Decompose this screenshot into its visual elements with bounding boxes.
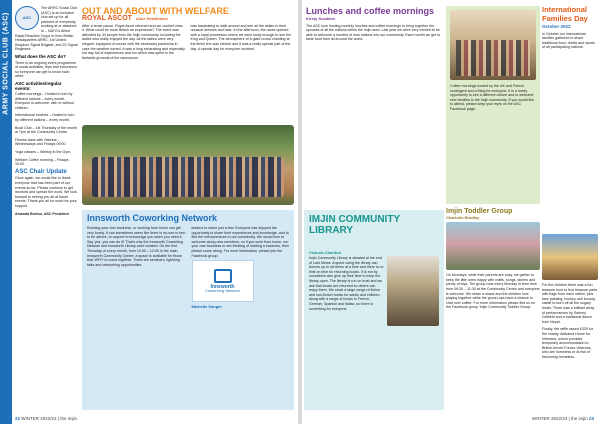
families-continued — [542, 232, 598, 363]
lunches-author: Kirsty Scadden — [306, 16, 336, 21]
innsworth-col-1: Running your own business, or working from home can get very lonely. It can sometimes seem like there is no-one to turn to for advice, or anyone to encourage you when you need it. Say 'yes, you can do it!' That's why the Innsworth Coworking Network and Innsworth Library were created. On the first Thursday of every month, from 10:00 – 12:00 in the main Innsworth Community Centre, a space is available for those that 'WFH' to come together. There are seminars, lightning talks and networking opportunities. — [87, 226, 186, 267]
welfare-col-2: was fascinating to walk around and see all the ladies in their unusual dresses and hats. In the afternoon, the races opened with a royal procession where we were lucky enough to see the King and Queen. The atmosphere of a giant crowd chanting at the finish line was electric and it was a really special part of the day. A special day for everyone involved. — [190, 23, 292, 51]
asc-heading-activities: ASC activities/regular events: — [15, 80, 62, 91]
coworking-logo — [192, 260, 254, 302]
lunch-photo — [450, 10, 536, 80]
page-number: 22 — [15, 416, 21, 421]
innsworth-body — [87, 226, 291, 310]
library-text: Imjin Community Library is situated at the end of Lark Mews. Anyone using the library can borrow up to six items at a time and there is no limit on time for returning books. It is run by volunteers who give up their time to keep the library open. The library is run on trust and we ask that books are returned so others can enjoy them. We stock a large range of fiction and non-fiction books for adults and children, along with a range of books in French, German, Spanish and Italian, so there is something for everyone. — [309, 256, 384, 311]
families-text-2: For the children there was a fun treasure hunt to find treasure parts with flags from each nation, plus face painting, hockey and bouncy castle to burn off all the sugary treats. There was a brilliant array of performances by Sammy Garfield and a traditional dance from Nepal. — [542, 283, 598, 324]
footer-left: 22 WINTER 2022/23 | the imjin — [15, 416, 77, 421]
lunches-article — [306, 6, 446, 45]
toddler-photo — [446, 222, 540, 270]
asc-para: Book Club – 1st Thursday of the month at 7pm at the Community Centre. — [15, 125, 78, 135]
page-number: 23 — [588, 416, 594, 421]
footer-right: WINTER 2022/23 | the imjin 23 — [532, 416, 594, 421]
innsworth-col-2: leaders to name just a few. Everyone has enjoyed the opportunity to share their experiences and knowledge, and to find the entrepreneurs in our community. We would love to welcome along new members, so if you work from home, run your own business or are thinking of starting a business, then please come along. For more information, please join the Facebook group. — [191, 226, 289, 258]
innsworth-author: Michelle Sanger — [191, 304, 222, 310]
families-article — [542, 6, 598, 53]
lunches-col-1: The ASC love hosting monthly lunches and coffee mornings to bring together the spouses of all the nations within the Imjin area. Last year we were very excited to be able to welcome a number of new nations into our community. Each month we get to taste food from all around the world. — [306, 23, 441, 42]
welfare-author: Alice Hewitstone — [135, 16, 168, 21]
asc-para: There is an ongoing event programme of social activities, trips and excursions so everyone can get to know each other. — [15, 60, 77, 79]
toddler-title: Imjin Toddler Group — [446, 208, 513, 215]
royal-ascot-photo — [82, 125, 294, 205]
asc-chair-sign: Amanda Burton, ASC President — [15, 211, 69, 216]
families-text-3: Finally, the raffle raised £325 for the charity. Alabama Home for Veterans, whom provides temporary accommodation to British Armed Forces Veterans, who are homeless or at risk of becoming homeless. — [542, 327, 594, 359]
asc-column — [15, 6, 78, 219]
footer-season: WINTER 2022/23 — [532, 416, 568, 421]
asc-para: Fitness class with Sabrina – Wednesdays and Fridays 09:00. — [15, 137, 67, 147]
toddler-article — [446, 210, 540, 313]
page-spine — [298, 0, 302, 424]
asc-para: Coffee mornings – Hosted in turn by different nations – every month. Everyone is welcome, with or without children. — [15, 92, 74, 110]
asc-chair-title: ASC Chair Update — [15, 168, 67, 175]
families-date: October 2022 — [542, 24, 571, 29]
laptop-icon — [214, 269, 232, 283]
lunches-title: Lunches and coffee mornings — [306, 6, 435, 16]
families-photo — [542, 234, 598, 280]
footer-mag: the imjin — [570, 416, 588, 421]
side-tab-label: ARMY SOCIAL CLUB (ASC) — [2, 12, 10, 115]
asc-badge-icon: ASC — [15, 6, 39, 30]
asc-para: Welfare Coffee morning – Fridays 10:00. — [15, 157, 69, 167]
footer-season: WINTER 2022/23 — [21, 416, 57, 421]
asc-intro: The ARRC Social Club (ASC) is an inclusive club set up for all partners of everybody working at or attached to – NATO's Allied Rapid Reaction Corps or from British Headquarters ARRC, 1st United Kingdom Signal Brigade, and 22 Signal Regiment. — [15, 6, 78, 52]
innsworth-title: Innsworth Coworking Network — [87, 213, 218, 223]
library-title: IMJIN COMMUNITY LIBRARY — [309, 214, 400, 236]
footer-mag: the imjin — [60, 416, 77, 421]
logo-line-1: Innsworth — [210, 283, 235, 290]
asc-chair-text: Once again, we would like to thank everyone that has been part of our events so far. Please continue to get involved and spread the word. We look forward to seeing you all at future events. Thank you all so much for your support. — [15, 176, 77, 208]
library-body — [309, 256, 439, 328]
welfare-title: OUT AND ABOUT WITH WELFARE — [82, 6, 229, 16]
logo-line-2: Coworking Network — [205, 288, 240, 294]
asc-para: International lunches – Hosted in turn by different nations – every month. — [15, 113, 75, 123]
families-text-1: In October our international families gathered to share traditional food, drinks and sports of all participating nations. — [542, 31, 595, 50]
toddler-author: Charlotte Bradley — [446, 214, 480, 220]
welfare-article — [82, 6, 294, 60]
families-title: International Families Day — [542, 5, 588, 23]
side-tab — [0, 0, 12, 424]
lunches-col-2: Coffee mornings hosted by the UK and French contingent and a thing for everyone. It is a lovely opportunity to see a different culture and to welcome new families to the Imjin community. If you would like to attend, please keep your eyes on the ASC Facebook page. — [450, 84, 535, 111]
welfare-subtitle: ROYAL ASCOT — [82, 15, 132, 22]
asc-para: Yoga classes – Weekly in the Gym. — [15, 150, 72, 155]
library-author: Victoria Charlton — [309, 250, 342, 255]
welfare-col-1: After a tense pause, Royal Ascot returned and we couldn't miss it. What could be more British an experience? The event was attended by 44 people from the Imjin community, including the ladies who really enjoyed the day. All the ladies were very elegant, equipped of course with the necessary pashmina in case the weather turned. It was a long exhausting and especially hot day full of experiences and fun which was spent in the fantastic grounds of the racecourse. — [82, 23, 185, 60]
asc-heading-what: What does the ASC do? — [15, 53, 66, 59]
toddler-text: On Mondays, while their parents are busy, we gather to keep the little ones happy with crafts, songs, stories and plenty of toys. The group runs every Monday in term time from 09:30 – 11:30 at the Community Centre and everyone is welcome. We share a snack and the children love playing together while the grown-ups have a chance to chat over coffee. For more information please find us on the Facebook group 'Imjin Community Toddler Group'. — [446, 273, 540, 310]
library-photo — [387, 256, 439, 326]
